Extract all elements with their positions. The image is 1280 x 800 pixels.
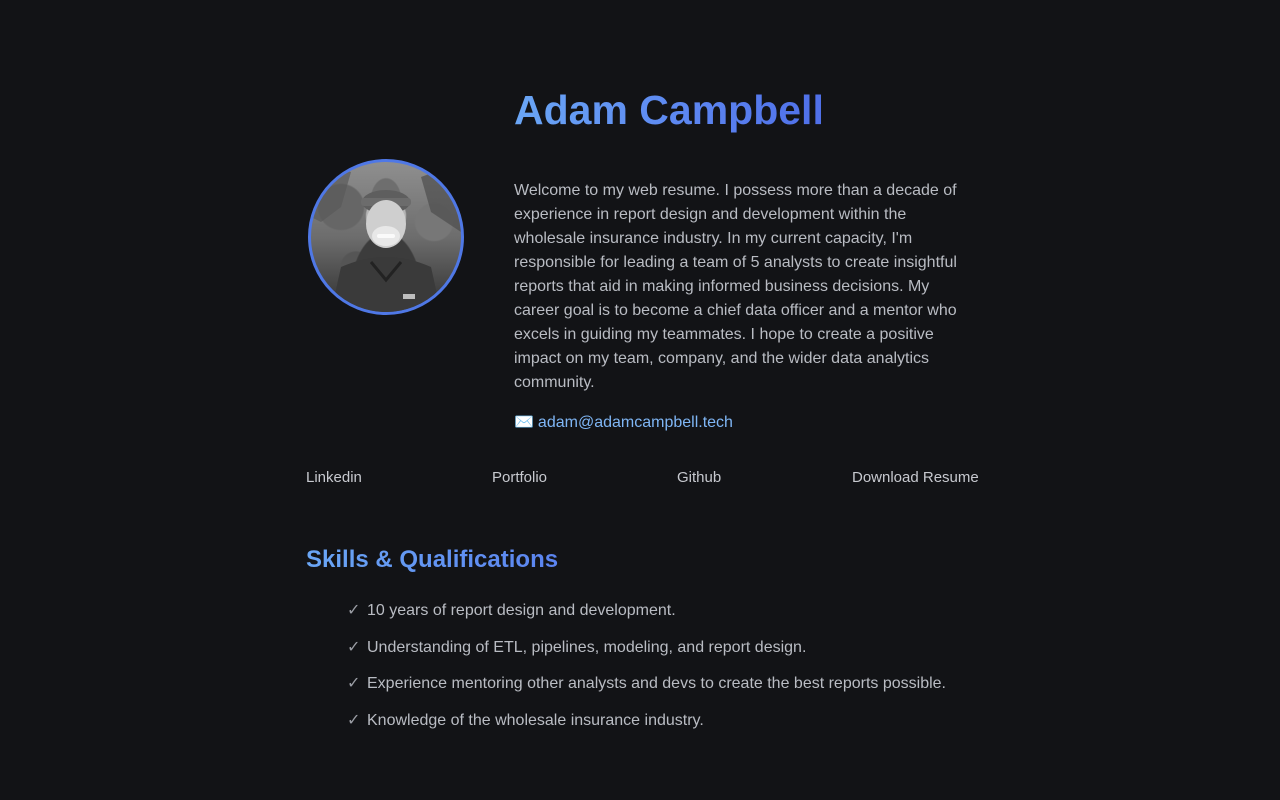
skills-list [347, 600, 946, 747]
bio-text: Welcome to my web resume. I possess more than a decade of experience in report design and development within the wholesale insurance industry. In my current capacity, I'm responsible for leading a team of 5 analysts to create insightful reports that aid in making informed business decisions. My career goal is to become a chief data officer and a mentor who excels in guiding my teammates. I hope to create a positive impact on my team, company, and the wider data analytics community. [514, 182, 957, 391]
check-icon: ✓ [347, 638, 361, 656]
email-row [514, 412, 733, 434]
mail-icon: ✉️ [514, 414, 534, 431]
skill-text: Understanding of ETL, pipelines, modeling, and report design. [367, 638, 807, 656]
skill-text: Knowledge of the wholesale insurance industry. [367, 712, 704, 730]
avatar [308, 159, 464, 315]
download-resume-link[interactable]: Download Resume [852, 469, 979, 486]
portfolio-link[interactable]: Portfolio [492, 469, 548, 486]
profile-links [0, 469, 1280, 489]
skills-heading: Skills & Qualifications [306, 544, 558, 576]
check-icon: ✓ [347, 675, 361, 693]
linkedin-link[interactable]: Linkedin [306, 469, 362, 486]
github-link[interactable]: Github [677, 469, 722, 486]
list-item [347, 600, 946, 637]
skill-text: Experience mentoring other analysts and devs to create the best reports possible. [367, 675, 946, 693]
page-title: Adam Campbell [514, 87, 824, 133]
check-icon: ✓ [347, 712, 361, 730]
email-link[interactable]: adam@adamcampbell.tech [537, 414, 733, 431]
list-item [347, 673, 946, 710]
person-photo-icon [311, 162, 461, 312]
check-icon: ✓ [347, 602, 361, 619]
list-item [347, 637, 946, 674]
skill-text: 10 years of report design and development. [367, 602, 676, 619]
list-item [347, 710, 946, 747]
